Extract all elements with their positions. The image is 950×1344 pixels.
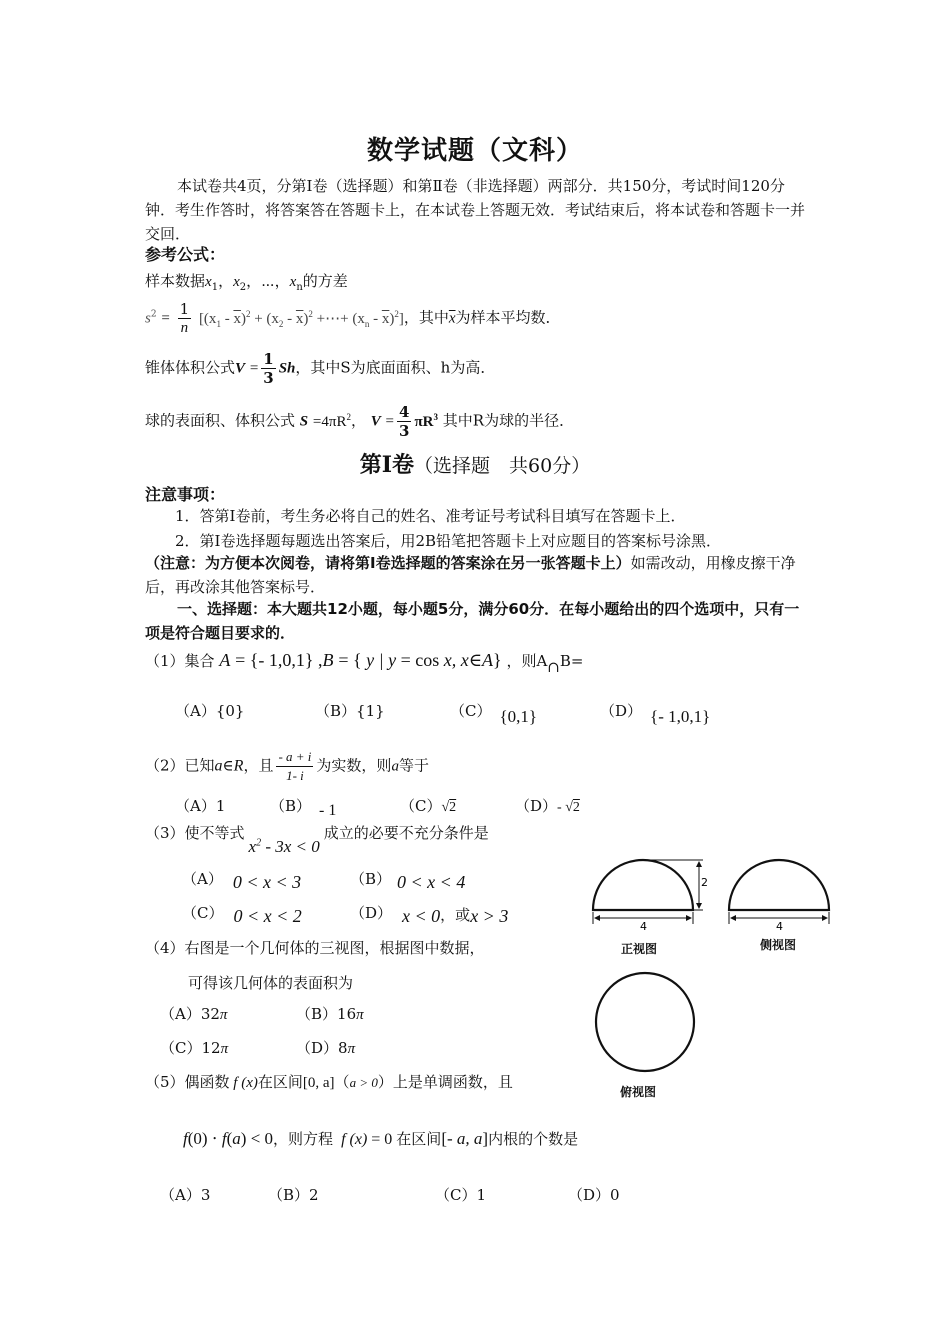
q3-option-d-mid: ，或 — [440, 906, 471, 924]
q3-option-d-value2: x > 3 — [470, 906, 509, 926]
notice-bold: （注意：为方便本次阅卷，请将第Ⅰ卷选择题的答案涂在另一张答题卡上） — [145, 554, 631, 572]
q2-option-c-label: （C） — [400, 797, 442, 815]
sphere-tail: 其中R为球的半径． — [442, 411, 575, 430]
three-view-figure — [585, 850, 845, 1110]
front-view-label: 正视图 — [621, 942, 658, 956]
q1-tail: ，则A — [506, 652, 548, 670]
q2-mid: ，且 — [243, 756, 274, 775]
q5-cond2: ）上是单调函数，且 — [377, 1073, 513, 1091]
variance-note: ，其中 — [403, 308, 449, 327]
q2-option-c: （C）√2 — [400, 797, 457, 815]
q4-pi-c: π — [220, 1041, 229, 1057]
q3-option-c-label: （C） — [182, 904, 224, 922]
question-5: （5）偶函数 f (x)在区间[0, a]（a > 0）上是单调函数，且 — [145, 1073, 513, 1091]
q4-option-d — [296, 1037, 355, 1058]
q2-tail2: 等于 — [398, 756, 429, 775]
q1-option-d-label: （D） — [600, 702, 643, 720]
q2-option-d: （D）- √2 — [515, 797, 580, 815]
q4-pi-a: π — [219, 1007, 228, 1023]
q1-stem: （1）集合 — [145, 652, 215, 670]
notice-item-1: 1．答第Ⅰ卷前，考生务必将自己的姓名、准考证号考试科目填写在答题卡上． — [175, 507, 686, 525]
side-width-label: 4 — [776, 920, 783, 933]
section-main: 第Ⅰ卷 — [359, 452, 415, 478]
q4-option-a-label: （A）32 — [160, 1005, 220, 1023]
front-view — [593, 860, 703, 924]
q4-option-a — [160, 1003, 227, 1024]
variance-line: 样本数据$x_1$，$x_2$，⋯，$x_n$的方差 — [145, 272, 348, 293]
side-view — [729, 860, 829, 924]
q3-option-a — [182, 868, 302, 892]
q1-option-c: （C） {0,1} — [450, 702, 538, 726]
q4-stem2: 可得该几何体的表面积为 — [188, 974, 354, 992]
q1-option-d: （D） {- 1,0,1} — [600, 702, 711, 726]
q4-option-c — [160, 1037, 228, 1058]
q5-option-c: （C）1 — [435, 1186, 487, 1204]
q3-tail: 成立的必要不充分条件是 — [323, 824, 489, 842]
notice-heading: 注意事项： — [145, 485, 226, 504]
q2-option-b-value: - 1 — [319, 802, 337, 819]
q3-option-c — [182, 902, 302, 926]
page-title: 数学试题（文科） — [366, 136, 583, 166]
q3-stem: （3）使不等式 — [145, 824, 245, 842]
q2-option-b-label: （B） — [270, 797, 312, 815]
q5-line2-tail: ，则方程 — [273, 1130, 334, 1148]
q3-option-d-value: x < 0 — [402, 906, 441, 926]
q5-option-d: （D）0 — [568, 1186, 620, 1204]
cone-tail: ，其中S为底面面积、h为高． — [295, 358, 496, 377]
top-view-label: 俯视图 — [620, 1085, 657, 1099]
question-2: （2）已知a∈R，且 $\frac{- a + i}{1- i}$ 为实数，则a等于 — [145, 749, 429, 783]
sphere-line: 球的表面积、体积公式 $S =4\pi R^2$， V = $\frac{4}{3}$ $\pi R^3$ 其中R为球的半径． — [145, 403, 575, 440]
q2-option-d-label: （D） — [515, 797, 558, 815]
q3-option-d-label: （D） — [350, 904, 393, 922]
q4-option-c-label: （C）12 — [160, 1039, 221, 1057]
front-width-label: 4 — [640, 920, 647, 933]
q3-option-b — [350, 868, 466, 892]
section-sub: （选择题 共60分） — [414, 455, 591, 477]
formulas-heading: 参考公式： — [145, 245, 226, 264]
variance-lead: 样本数据 — [145, 272, 206, 290]
q5-interval: [0, a] — [302, 1075, 335, 1091]
variance-note2: 为样本平均数． — [455, 308, 561, 327]
q3-option-d — [350, 902, 509, 926]
q4-pi-d: π — [347, 1041, 356, 1057]
q2-stem: （2）已知 — [145, 756, 215, 775]
top-view — [596, 973, 694, 1071]
q1-option-a: （A）{0} — [175, 702, 245, 720]
variance-tail: 的方差 — [302, 272, 348, 290]
intro-paragraph: 本试卷共4页，分第Ⅰ卷（选择题）和第Ⅱ卷（非选择题）两部分．共150分，考试时间120分钟．考生作答时，将答案答在答题卡上，在本试卷上答题无效．考试结束后，将本试卷和答题卡一并交回． — [145, 177, 806, 243]
q1-option-c-label: （C） — [450, 702, 492, 720]
q4-pi-b: π — [356, 1007, 364, 1023]
q5-stem: （5）偶函数 — [145, 1073, 230, 1091]
front-height-label: 2 — [701, 876, 708, 889]
q5-option-b: （B）2 — [268, 1186, 319, 1204]
q3-option-b-value: 0 < x < 4 — [397, 872, 466, 892]
notice-item-2-cont — [145, 551, 810, 599]
q5-mid: 在区间 — [257, 1073, 303, 1091]
cone-lead: 锥体体积公式 — [145, 358, 236, 377]
q2-option-b — [270, 795, 337, 819]
side-view-label: 侧视图 — [760, 938, 797, 952]
q5-line2-end: 内根的个数是 — [488, 1130, 579, 1148]
sphere-lead: 球的表面积、体积公式 — [145, 411, 296, 430]
q3-option-a-value: 0 < x < 3 — [232, 872, 302, 892]
q3-option-c-value: 0 < x < 2 — [233, 906, 302, 926]
q5-cond: （ — [334, 1073, 350, 1091]
variance-formula: $s^2$ = $\frac{1}{n}$ [$(x_1 - \overline{x})^2 + (x_2 - \overline{x})^2$ +⋯+ $(x_n - \overline{x})^2$]，其中$\overline{x}$为样本平均数． — [145, 300, 561, 336]
q3-option-a-label: （A） — [182, 870, 223, 888]
q4-stem: （4）右图是一个几何体的三视图，根据图中数据， — [145, 939, 485, 957]
q1-tail2: B= — [559, 652, 584, 670]
q5-line2-mid: 在区间 — [396, 1130, 442, 1148]
q4-option-d-label: （D）8 — [296, 1039, 348, 1057]
q4-option-b — [296, 1003, 364, 1024]
q1-option-b: （B）{1} — [315, 702, 385, 720]
question-3: （3）使不等式$x^2 - 3x < 0$成立的必要不充分条件是 — [145, 824, 489, 856]
cone-line: 锥体体积公式V = $\frac{1}{3}$ Sh，其中S为底面面积、h为高． — [145, 350, 496, 387]
q3-option-b-label: （B） — [350, 870, 392, 888]
q2-tail: 为实数，则 — [316, 756, 392, 775]
q5-line2: f(0) ⋅ f(a) < 0，则方程 f (x) = 0 在区间[- a, a]内根的个数是 — [183, 1129, 579, 1148]
question-1: （1）集合 A = {- 1,0,1} ,B = { y | y = cos x, x∈A} ，则A∩B= — [145, 650, 584, 676]
notice-item-2: 2．第Ⅰ卷选择题每题选出答案后，用2B铅笔把答题卡上对应题目的答案标号涂黑． — [175, 532, 722, 550]
notice-tail: 如需改动，用橡皮擦干净后，再改涂其他答案标号． — [145, 554, 796, 596]
part1-instructions: 一、选择题：本大题共12小题，每小题5分，满分60分．在每小题给出的四个选项中，只有一项是符合题目要求的． — [145, 600, 800, 642]
q2-option-a: （A）1 — [175, 797, 226, 815]
q4-option-b-label: （B）16 — [296, 1005, 357, 1023]
section-heading — [0, 448, 950, 479]
q5-option-a: （A）3 — [160, 1186, 211, 1204]
